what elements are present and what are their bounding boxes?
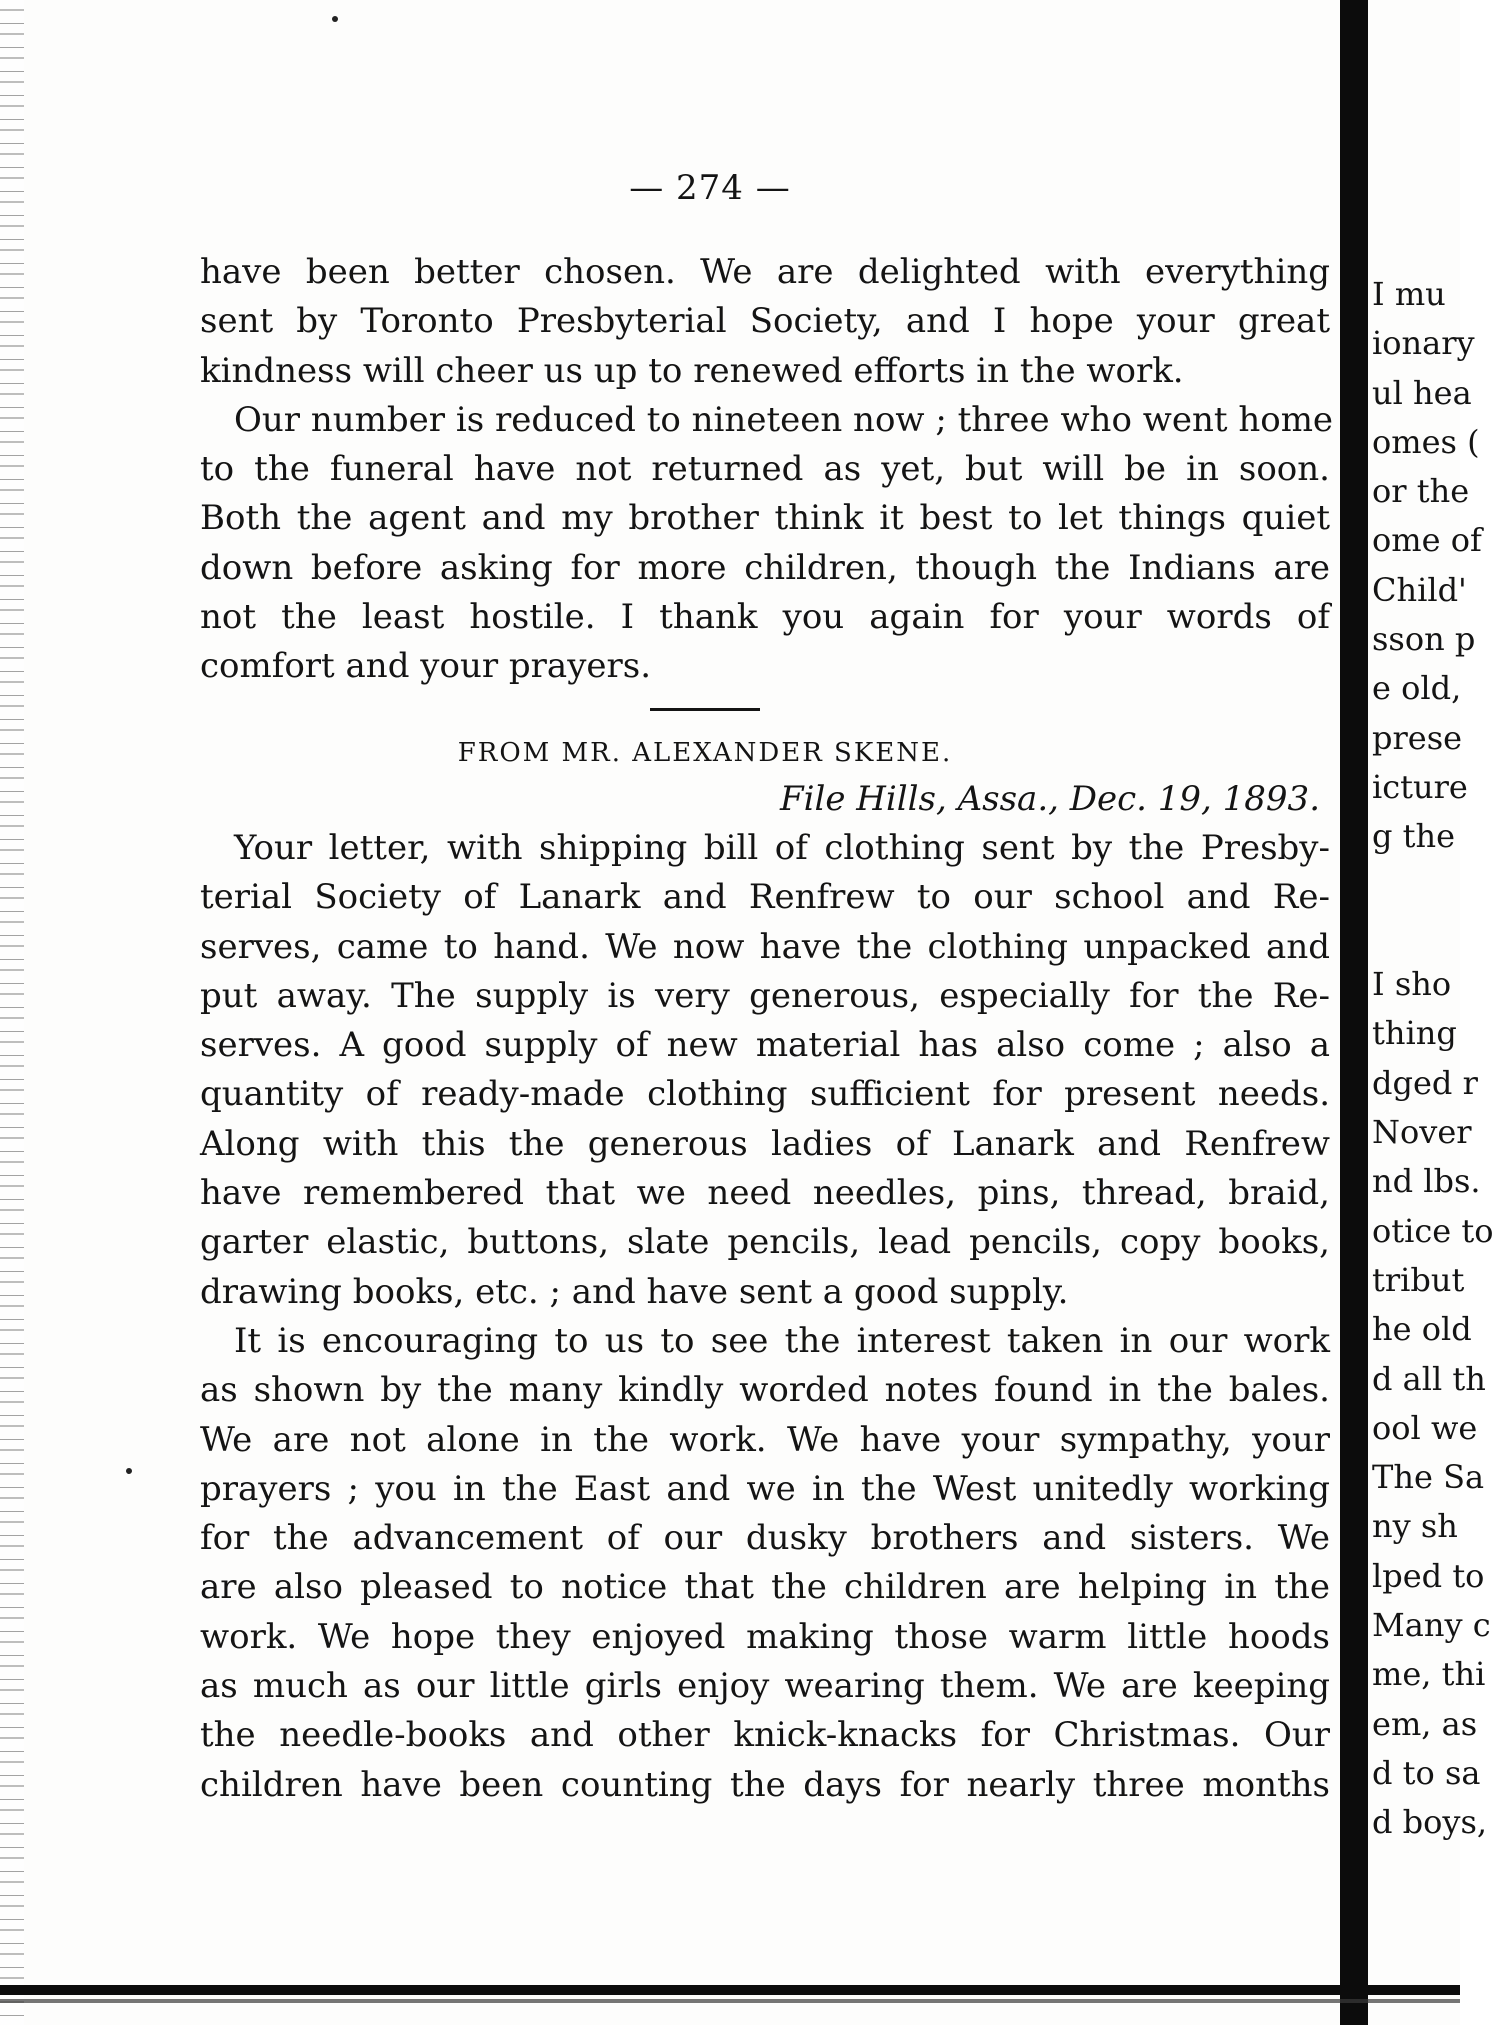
text-line: comfort and your prayers. <box>200 646 652 687</box>
text-line: quantity of ready-made clothing sufficient for present needs. <box>200 1074 1330 1115</box>
text-line: garter elastic, buttons, slate pencils, lead pencils, copy books, <box>200 1222 1330 1263</box>
text-line: kindness will cheer us up to renewed efforts in the work. <box>200 350 1184 391</box>
binding-gutter <box>1340 0 1368 2025</box>
fragment-line: The Sa <box>1372 1458 1485 1497</box>
fragment-line: otice to <box>1372 1211 1494 1250</box>
text-line: down before asking for more children, though the Indians are <box>200 547 1330 588</box>
text-line: to the funeral have not returned as yet, but will be in soon. <box>200 449 1330 490</box>
text-line: Along with this the generous ladies of Lanark and Renfrew <box>200 1123 1330 1164</box>
text-line: It is encouraging to us to see the interest taken in our work <box>234 1320 1330 1361</box>
text-line: Your letter, with shipping bill of clothing sent by the Presby- <box>234 827 1330 868</box>
bottom-edge-rule <box>0 1985 1460 1995</box>
text-line: for the advancement of our dusky brothers and sisters. We <box>200 1518 1330 1559</box>
fragment-line: thing <box>1372 1014 1457 1053</box>
fragment-line: ome of <box>1372 521 1482 560</box>
paragraph-encouraging <box>200 1317 1330 1810</box>
fragment-line: g the <box>1372 817 1456 856</box>
fragment-line: d to sa <box>1372 1753 1481 1792</box>
fragment-line: lped to <box>1372 1556 1485 1595</box>
bottom-edge-rule <box>0 1999 1460 2003</box>
fragment-line: ny sh <box>1372 1507 1458 1546</box>
text-line: We are not alone in the work. We have your sympathy, your <box>200 1419 1330 1460</box>
fragment-line: nd lbs. <box>1372 1162 1481 1201</box>
fragment-line: e old, <box>1372 669 1462 708</box>
fragment-line: dged r <box>1372 1063 1478 1102</box>
text-line: have been better chosen. We are delighted with everything <box>200 252 1330 292</box>
page-number: — 274 — <box>629 168 791 208</box>
fragment-gap <box>1372 862 1460 911</box>
text-line: as shown by the many kindly worded notes found in the bales. <box>200 1370 1330 1411</box>
fragment-line: me, thi <box>1372 1655 1486 1694</box>
fragment-line: ionary <box>1372 324 1475 363</box>
fragment-line: tribut <box>1372 1260 1465 1299</box>
fragment-line: em, as <box>1372 1704 1478 1743</box>
text-line: Both the agent and my brother think it best to let things quiet <box>200 498 1330 539</box>
fragment-line: d all th <box>1372 1359 1486 1398</box>
fragment-line: I mu <box>1372 275 1446 313</box>
text-line: are also pleased to notice that the children are helping in the <box>200 1567 1330 1608</box>
fragment-line: sson p <box>1372 620 1476 659</box>
text-line: Our number is reduced to nineteen now ; three who went home <box>234 399 1334 440</box>
text-line: serves. A good supply of new material has also come ; also a <box>200 1025 1330 1066</box>
fragment-line: I sho <box>1372 965 1452 1004</box>
fragment-gap <box>1372 911 1460 960</box>
fragment-line: ul hea <box>1372 373 1472 412</box>
text-line: drawing books, etc. ; and have sent a good supply. <box>200 1271 1069 1312</box>
fragment-line: or the <box>1372 472 1470 511</box>
text-line: serves, came to hand. We now have the clothing unpacked and <box>200 926 1330 967</box>
section-divider <box>650 708 760 711</box>
left-scan-edge <box>0 0 24 2025</box>
main-text-column <box>200 248 1334 1810</box>
text-line: as much as our little girls enjoy wearing them. We are keeping <box>200 1666 1330 1707</box>
fragment-line: Nover <box>1372 1113 1472 1152</box>
scan-speck <box>332 16 338 22</box>
fragment-line: he old <box>1372 1310 1472 1349</box>
paragraph-your-letter <box>200 824 1330 1317</box>
fragment-line: ool we <box>1372 1408 1478 1447</box>
text-line: not the least hostile. I thank you again for your words of <box>200 597 1330 638</box>
letter-heading: FROM MR. ALEXANDER SKENE. <box>457 737 953 768</box>
fragment-line: Child' <box>1372 570 1467 609</box>
paragraph-continued <box>200 248 1330 396</box>
text-line: sent by Toronto Presbyterial Society, and I hope your great <box>200 301 1330 342</box>
text-line: put away. The supply is very generous, especially for the Re- <box>200 975 1330 1016</box>
scan-speck <box>126 1468 132 1474</box>
fragment-line: icture <box>1372 767 1468 806</box>
text-line: prayers ; you in the East and we in the West unitedly working <box>200 1468 1330 1509</box>
next-page-fragment-column <box>1372 270 1494 1848</box>
text-line: terial Society of Lanark and Renfrew to our school and Re- <box>200 877 1330 918</box>
fragment-line: omes ( <box>1372 422 1480 461</box>
letter-dateline: File Hills, Assa., Dec. 19, 1893. <box>780 778 1320 819</box>
fragment-line: d boys, <box>1372 1803 1488 1842</box>
fragment-line: prese <box>1372 718 1463 757</box>
text-line: the needle-books and other knick-knacks for Christmas. Our <box>200 1715 1330 1756</box>
text-line: children have been counting the days for nearly three months <box>200 1764 1330 1805</box>
text-line: work. We hope they enjoyed making those warm little hoods <box>200 1616 1330 1657</box>
text-line: have remembered that we need needles, pins, thread, braid, <box>200 1173 1330 1214</box>
fragment-line: Many c <box>1372 1606 1491 1645</box>
paragraph-number-reduced <box>200 396 1334 692</box>
